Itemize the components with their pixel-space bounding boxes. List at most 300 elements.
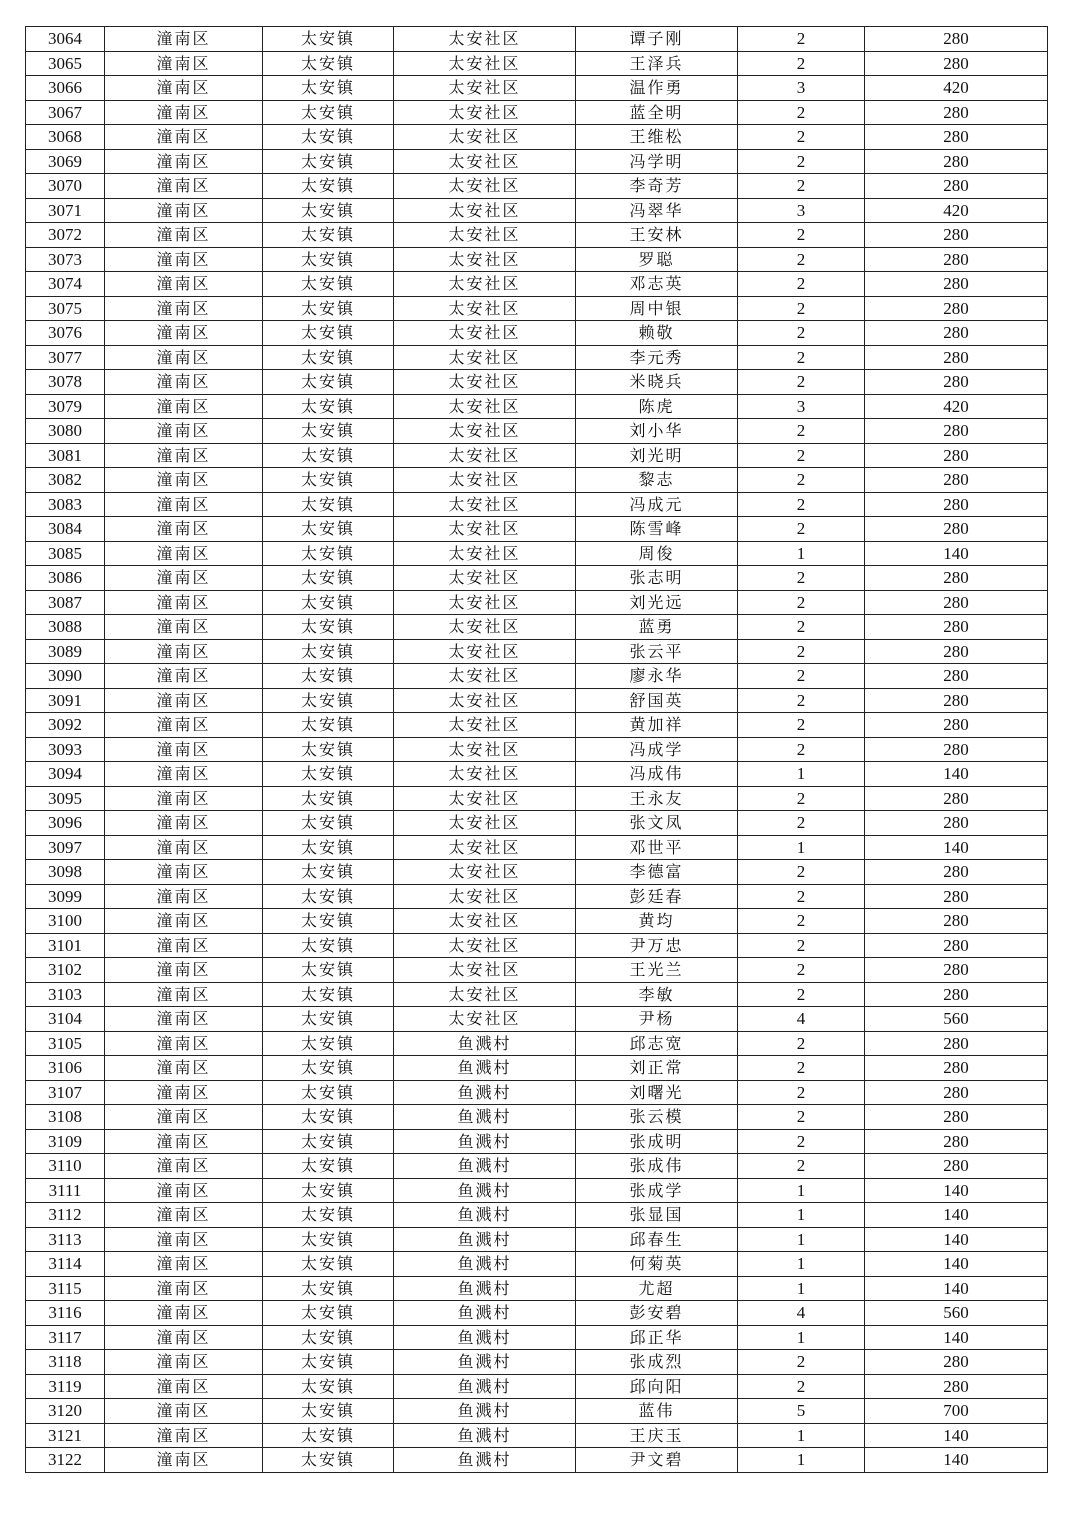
district-cell: 潼南区 xyxy=(105,223,263,248)
community-cell: 太安社区 xyxy=(394,100,576,125)
town-cell: 太安镇 xyxy=(263,590,394,615)
name-cell: 张云平 xyxy=(576,639,738,664)
community-cell: 鱼溅村 xyxy=(394,1399,576,1424)
serial-no-cell: 3122 xyxy=(26,1448,105,1473)
name-cell: 王光兰 xyxy=(576,958,738,983)
amount-cell: 280 xyxy=(865,419,1048,444)
amount-cell: 280 xyxy=(865,737,1048,762)
amount-cell: 280 xyxy=(865,713,1048,738)
town-cell: 太安镇 xyxy=(263,1227,394,1252)
amount-cell: 280 xyxy=(865,1080,1048,1105)
community-cell: 鱼溅村 xyxy=(394,1252,576,1277)
amount-cell: 140 xyxy=(865,1203,1048,1228)
district-cell: 潼南区 xyxy=(105,615,263,640)
town-cell: 太安镇 xyxy=(263,1350,394,1375)
name-cell: 冯成学 xyxy=(576,737,738,762)
table-row xyxy=(26,762,1048,787)
district-cell: 潼南区 xyxy=(105,541,263,566)
town-cell: 太安镇 xyxy=(263,125,394,150)
household-size-cell: 4 xyxy=(738,1007,865,1032)
serial-no-cell: 3105 xyxy=(26,1031,105,1056)
district-cell: 潼南区 xyxy=(105,1056,263,1081)
district-cell: 潼南区 xyxy=(105,247,263,272)
town-cell: 太安镇 xyxy=(263,737,394,762)
household-size-cell: 1 xyxy=(738,1178,865,1203)
community-cell: 太安社区 xyxy=(394,125,576,150)
table-row xyxy=(26,835,1048,860)
town-cell: 太安镇 xyxy=(263,198,394,223)
town-cell: 太安镇 xyxy=(263,786,394,811)
amount-cell: 140 xyxy=(865,1252,1048,1277)
district-cell: 潼南区 xyxy=(105,1129,263,1154)
table-row xyxy=(26,688,1048,713)
household-size-cell: 2 xyxy=(738,958,865,983)
household-size-cell: 2 xyxy=(738,517,865,542)
town-cell: 太安镇 xyxy=(263,296,394,321)
community-cell: 太安社区 xyxy=(394,174,576,199)
serial-no-cell: 3106 xyxy=(26,1056,105,1081)
name-cell: 邱正华 xyxy=(576,1325,738,1350)
table-row xyxy=(26,27,1048,52)
community-cell: 鱼溅村 xyxy=(394,1276,576,1301)
amount-cell: 280 xyxy=(865,1056,1048,1081)
name-cell: 彭廷春 xyxy=(576,884,738,909)
district-cell: 潼南区 xyxy=(105,762,263,787)
household-size-cell: 1 xyxy=(738,541,865,566)
serial-no-cell: 3093 xyxy=(26,737,105,762)
serial-no-cell: 3068 xyxy=(26,125,105,150)
table-row xyxy=(26,1350,1048,1375)
community-cell: 太安社区 xyxy=(394,76,576,101)
town-cell: 太安镇 xyxy=(263,1276,394,1301)
town-cell: 太安镇 xyxy=(263,1399,394,1424)
household-size-cell: 2 xyxy=(738,370,865,395)
serial-no-cell: 3107 xyxy=(26,1080,105,1105)
table-row xyxy=(26,247,1048,272)
community-cell: 鱼溅村 xyxy=(394,1448,576,1473)
community-cell: 太安社区 xyxy=(394,909,576,934)
name-cell: 蓝全明 xyxy=(576,100,738,125)
amount-cell: 280 xyxy=(865,321,1048,346)
community-cell: 太安社区 xyxy=(394,786,576,811)
town-cell: 太安镇 xyxy=(263,615,394,640)
table-row xyxy=(26,443,1048,468)
name-cell: 米晓兵 xyxy=(576,370,738,395)
name-cell: 王安林 xyxy=(576,223,738,248)
community-cell: 鱼溅村 xyxy=(394,1154,576,1179)
town-cell: 太安镇 xyxy=(263,1080,394,1105)
household-size-cell: 2 xyxy=(738,860,865,885)
name-cell: 邓志英 xyxy=(576,272,738,297)
table-row xyxy=(26,345,1048,370)
name-cell: 周中银 xyxy=(576,296,738,321)
amount-cell: 140 xyxy=(865,1448,1048,1473)
serial-no-cell: 3114 xyxy=(26,1252,105,1277)
community-cell: 太安社区 xyxy=(394,737,576,762)
amount-cell: 420 xyxy=(865,394,1048,419)
community-cell: 太安社区 xyxy=(394,443,576,468)
serial-no-cell: 3091 xyxy=(26,688,105,713)
community-cell: 太安社区 xyxy=(394,958,576,983)
name-cell: 周俊 xyxy=(576,541,738,566)
name-cell: 陈雪峰 xyxy=(576,517,738,542)
name-cell: 李元秀 xyxy=(576,345,738,370)
district-cell: 潼南区 xyxy=(105,1276,263,1301)
district-cell: 潼南区 xyxy=(105,835,263,860)
table-row xyxy=(26,1325,1048,1350)
table-row xyxy=(26,517,1048,542)
serial-no-cell: 3087 xyxy=(26,590,105,615)
table-row xyxy=(26,1227,1048,1252)
district-cell: 潼南区 xyxy=(105,394,263,419)
household-size-cell: 2 xyxy=(738,174,865,199)
town-cell: 太安镇 xyxy=(263,419,394,444)
amount-cell: 280 xyxy=(865,933,1048,958)
serial-no-cell: 3082 xyxy=(26,468,105,493)
household-size-cell: 2 xyxy=(738,639,865,664)
table-row xyxy=(26,1178,1048,1203)
community-cell: 太安社区 xyxy=(394,468,576,493)
community-cell: 太安社区 xyxy=(394,149,576,174)
table-row xyxy=(26,958,1048,983)
serial-no-cell: 3071 xyxy=(26,198,105,223)
household-size-cell: 1 xyxy=(738,1276,865,1301)
serial-no-cell: 3095 xyxy=(26,786,105,811)
town-cell: 太安镇 xyxy=(263,1374,394,1399)
household-size-cell: 2 xyxy=(738,272,865,297)
name-cell: 王泽兵 xyxy=(576,51,738,76)
town-cell: 太安镇 xyxy=(263,247,394,272)
name-cell: 尤超 xyxy=(576,1276,738,1301)
name-cell: 刘曙光 xyxy=(576,1080,738,1105)
amount-cell: 280 xyxy=(865,27,1048,52)
community-cell: 鱼溅村 xyxy=(394,1227,576,1252)
serial-no-cell: 3117 xyxy=(26,1325,105,1350)
town-cell: 太安镇 xyxy=(263,958,394,983)
community-cell: 鱼溅村 xyxy=(394,1056,576,1081)
table-row xyxy=(26,1105,1048,1130)
community-cell: 太安社区 xyxy=(394,664,576,689)
household-size-cell: 2 xyxy=(738,909,865,934)
household-size-cell: 1 xyxy=(738,1203,865,1228)
serial-no-cell: 3109 xyxy=(26,1129,105,1154)
serial-no-cell: 3104 xyxy=(26,1007,105,1032)
serial-no-cell: 3120 xyxy=(26,1399,105,1424)
town-cell: 太安镇 xyxy=(263,149,394,174)
community-cell: 太安社区 xyxy=(394,247,576,272)
district-cell: 潼南区 xyxy=(105,737,263,762)
community-cell: 太安社区 xyxy=(394,860,576,885)
town-cell: 太安镇 xyxy=(263,223,394,248)
district-cell: 潼南区 xyxy=(105,321,263,346)
household-size-cell: 2 xyxy=(738,321,865,346)
household-size-cell: 2 xyxy=(738,566,865,591)
household-size-cell: 2 xyxy=(738,615,865,640)
town-cell: 太安镇 xyxy=(263,174,394,199)
town-cell: 太安镇 xyxy=(263,639,394,664)
town-cell: 太安镇 xyxy=(263,933,394,958)
serial-no-cell: 3121 xyxy=(26,1423,105,1448)
name-cell: 尹文碧 xyxy=(576,1448,738,1473)
table-row xyxy=(26,149,1048,174)
community-cell: 太安社区 xyxy=(394,517,576,542)
amount-cell: 140 xyxy=(865,1178,1048,1203)
serial-no-cell: 3102 xyxy=(26,958,105,983)
district-cell: 潼南区 xyxy=(105,786,263,811)
community-cell: 太安社区 xyxy=(394,370,576,395)
household-size-cell: 2 xyxy=(738,786,865,811)
amount-cell: 280 xyxy=(865,909,1048,934)
community-cell: 太安社区 xyxy=(394,615,576,640)
name-cell: 刘正常 xyxy=(576,1056,738,1081)
district-cell: 潼南区 xyxy=(105,198,263,223)
table-row xyxy=(26,639,1048,664)
name-cell: 张文凤 xyxy=(576,811,738,836)
amount-cell: 560 xyxy=(865,1007,1048,1032)
table-row xyxy=(26,1056,1048,1081)
serial-no-cell: 3092 xyxy=(26,713,105,738)
serial-no-cell: 3100 xyxy=(26,909,105,934)
community-cell: 鱼溅村 xyxy=(394,1080,576,1105)
amount-cell: 280 xyxy=(865,566,1048,591)
table-row xyxy=(26,1301,1048,1326)
district-cell: 潼南区 xyxy=(105,713,263,738)
household-size-cell: 2 xyxy=(738,492,865,517)
serial-no-cell: 3116 xyxy=(26,1301,105,1326)
table-row xyxy=(26,1154,1048,1179)
name-cell: 冯翠华 xyxy=(576,198,738,223)
serial-no-cell: 3066 xyxy=(26,76,105,101)
table-row xyxy=(26,419,1048,444)
town-cell: 太安镇 xyxy=(263,517,394,542)
community-cell: 鱼溅村 xyxy=(394,1129,576,1154)
table-row xyxy=(26,884,1048,909)
table-row xyxy=(26,1203,1048,1228)
name-cell: 冯成伟 xyxy=(576,762,738,787)
community-cell: 太安社区 xyxy=(394,272,576,297)
district-cell: 潼南区 xyxy=(105,345,263,370)
town-cell: 太安镇 xyxy=(263,1325,394,1350)
district-cell: 潼南区 xyxy=(105,1399,263,1424)
table-row xyxy=(26,223,1048,248)
table-row xyxy=(26,198,1048,223)
amount-cell: 280 xyxy=(865,272,1048,297)
serial-no-cell: 3089 xyxy=(26,639,105,664)
district-cell: 潼南区 xyxy=(105,1374,263,1399)
community-cell: 鱼溅村 xyxy=(394,1031,576,1056)
serial-no-cell: 3110 xyxy=(26,1154,105,1179)
town-cell: 太安镇 xyxy=(263,321,394,346)
district-cell: 潼南区 xyxy=(105,982,263,1007)
community-cell: 鱼溅村 xyxy=(394,1423,576,1448)
name-cell: 尹杨 xyxy=(576,1007,738,1032)
community-cell: 太安社区 xyxy=(394,492,576,517)
household-size-cell: 2 xyxy=(738,1105,865,1130)
household-size-cell: 2 xyxy=(738,468,865,493)
community-cell: 太安社区 xyxy=(394,27,576,52)
name-cell: 彭安碧 xyxy=(576,1301,738,1326)
table-row xyxy=(26,541,1048,566)
community-cell: 太安社区 xyxy=(394,198,576,223)
serial-no-cell: 3069 xyxy=(26,149,105,174)
table-row xyxy=(26,394,1048,419)
community-cell: 太安社区 xyxy=(394,321,576,346)
table-row xyxy=(26,76,1048,101)
amount-cell: 280 xyxy=(865,1154,1048,1179)
amount-cell: 280 xyxy=(865,443,1048,468)
town-cell: 太安镇 xyxy=(263,811,394,836)
table-row xyxy=(26,272,1048,297)
district-cell: 潼南区 xyxy=(105,1448,263,1473)
amount-cell: 280 xyxy=(865,51,1048,76)
district-cell: 潼南区 xyxy=(105,76,263,101)
town-cell: 太安镇 xyxy=(263,345,394,370)
amount-cell: 280 xyxy=(865,664,1048,689)
name-cell: 尹万忠 xyxy=(576,933,738,958)
community-cell: 太安社区 xyxy=(394,884,576,909)
household-size-cell: 1 xyxy=(738,1423,865,1448)
name-cell: 邓世平 xyxy=(576,835,738,860)
household-size-cell: 5 xyxy=(738,1399,865,1424)
district-cell: 潼南区 xyxy=(105,27,263,52)
community-cell: 太安社区 xyxy=(394,541,576,566)
amount-cell: 280 xyxy=(865,982,1048,1007)
household-size-cell: 2 xyxy=(738,1031,865,1056)
town-cell: 太安镇 xyxy=(263,492,394,517)
town-cell: 太安镇 xyxy=(263,566,394,591)
name-cell: 谭子刚 xyxy=(576,27,738,52)
town-cell: 太安镇 xyxy=(263,1178,394,1203)
household-size-cell: 3 xyxy=(738,394,865,419)
name-cell: 张成明 xyxy=(576,1129,738,1154)
name-cell: 李德富 xyxy=(576,860,738,885)
household-size-cell: 2 xyxy=(738,1080,865,1105)
town-cell: 太安镇 xyxy=(263,884,394,909)
serial-no-cell: 3073 xyxy=(26,247,105,272)
amount-cell: 280 xyxy=(865,370,1048,395)
district-cell: 潼南区 xyxy=(105,1252,263,1277)
serial-no-cell: 3090 xyxy=(26,664,105,689)
table-row xyxy=(26,1031,1048,1056)
town-cell: 太安镇 xyxy=(263,394,394,419)
district-cell: 潼南区 xyxy=(105,664,263,689)
community-cell: 太安社区 xyxy=(394,982,576,1007)
serial-no-cell: 3081 xyxy=(26,443,105,468)
district-cell: 潼南区 xyxy=(105,933,263,958)
serial-no-cell: 3074 xyxy=(26,272,105,297)
serial-no-cell: 3094 xyxy=(26,762,105,787)
household-size-cell: 2 xyxy=(738,713,865,738)
amount-cell: 140 xyxy=(865,762,1048,787)
town-cell: 太安镇 xyxy=(263,762,394,787)
community-cell: 太安社区 xyxy=(394,223,576,248)
amount-cell: 280 xyxy=(865,247,1048,272)
household-size-cell: 3 xyxy=(738,198,865,223)
serial-no-cell: 3076 xyxy=(26,321,105,346)
district-cell: 潼南区 xyxy=(105,811,263,836)
table-row xyxy=(26,933,1048,958)
amount-cell: 280 xyxy=(865,223,1048,248)
town-cell: 太安镇 xyxy=(263,51,394,76)
district-cell: 潼南区 xyxy=(105,272,263,297)
table-row xyxy=(26,1276,1048,1301)
community-cell: 鱼溅村 xyxy=(394,1325,576,1350)
amount-cell: 140 xyxy=(865,835,1048,860)
serial-no-cell: 3108 xyxy=(26,1105,105,1130)
serial-no-cell: 3072 xyxy=(26,223,105,248)
community-cell: 太安社区 xyxy=(394,762,576,787)
district-cell: 潼南区 xyxy=(105,639,263,664)
table-row xyxy=(26,909,1048,934)
household-size-cell: 2 xyxy=(738,149,865,174)
town-cell: 太安镇 xyxy=(263,1105,394,1130)
amount-cell: 560 xyxy=(865,1301,1048,1326)
serial-no-cell: 3065 xyxy=(26,51,105,76)
name-cell: 李敏 xyxy=(576,982,738,1007)
roster-table xyxy=(25,26,1048,1473)
serial-no-cell: 3078 xyxy=(26,370,105,395)
table-row xyxy=(26,615,1048,640)
household-size-cell: 4 xyxy=(738,1301,865,1326)
table-row xyxy=(26,1423,1048,1448)
community-cell: 太安社区 xyxy=(394,933,576,958)
name-cell: 张成烈 xyxy=(576,1350,738,1375)
name-cell: 王永友 xyxy=(576,786,738,811)
district-cell: 潼南区 xyxy=(105,884,263,909)
district-cell: 潼南区 xyxy=(105,860,263,885)
community-cell: 太安社区 xyxy=(394,394,576,419)
community-cell: 太安社区 xyxy=(394,1007,576,1032)
serial-no-cell: 3099 xyxy=(26,884,105,909)
community-cell: 太安社区 xyxy=(394,566,576,591)
name-cell: 舒国英 xyxy=(576,688,738,713)
household-size-cell: 1 xyxy=(738,762,865,787)
town-cell: 太安镇 xyxy=(263,541,394,566)
name-cell: 蓝勇 xyxy=(576,615,738,640)
household-size-cell: 2 xyxy=(738,345,865,370)
town-cell: 太安镇 xyxy=(263,468,394,493)
household-size-cell: 2 xyxy=(738,125,865,150)
table-row xyxy=(26,1252,1048,1277)
amount-cell: 420 xyxy=(865,76,1048,101)
serial-no-cell: 3097 xyxy=(26,835,105,860)
community-cell: 太安社区 xyxy=(394,713,576,738)
town-cell: 太安镇 xyxy=(263,1448,394,1473)
town-cell: 太安镇 xyxy=(263,688,394,713)
table-row xyxy=(26,51,1048,76)
town-cell: 太安镇 xyxy=(263,27,394,52)
name-cell: 王维松 xyxy=(576,125,738,150)
household-size-cell: 2 xyxy=(738,443,865,468)
town-cell: 太安镇 xyxy=(263,100,394,125)
amount-cell: 280 xyxy=(865,1105,1048,1130)
serial-no-cell: 3119 xyxy=(26,1374,105,1399)
table-row xyxy=(26,1129,1048,1154)
amount-cell: 280 xyxy=(865,688,1048,713)
name-cell: 廖永华 xyxy=(576,664,738,689)
household-size-cell: 1 xyxy=(738,1227,865,1252)
serial-no-cell: 3067 xyxy=(26,100,105,125)
household-size-cell: 2 xyxy=(738,296,865,321)
amount-cell: 280 xyxy=(865,811,1048,836)
district-cell: 潼南区 xyxy=(105,370,263,395)
name-cell: 王庆玉 xyxy=(576,1423,738,1448)
district-cell: 潼南区 xyxy=(105,1105,263,1130)
town-cell: 太安镇 xyxy=(263,1154,394,1179)
town-cell: 太安镇 xyxy=(263,835,394,860)
community-cell: 鱼溅村 xyxy=(394,1105,576,1130)
amount-cell: 140 xyxy=(865,1325,1048,1350)
